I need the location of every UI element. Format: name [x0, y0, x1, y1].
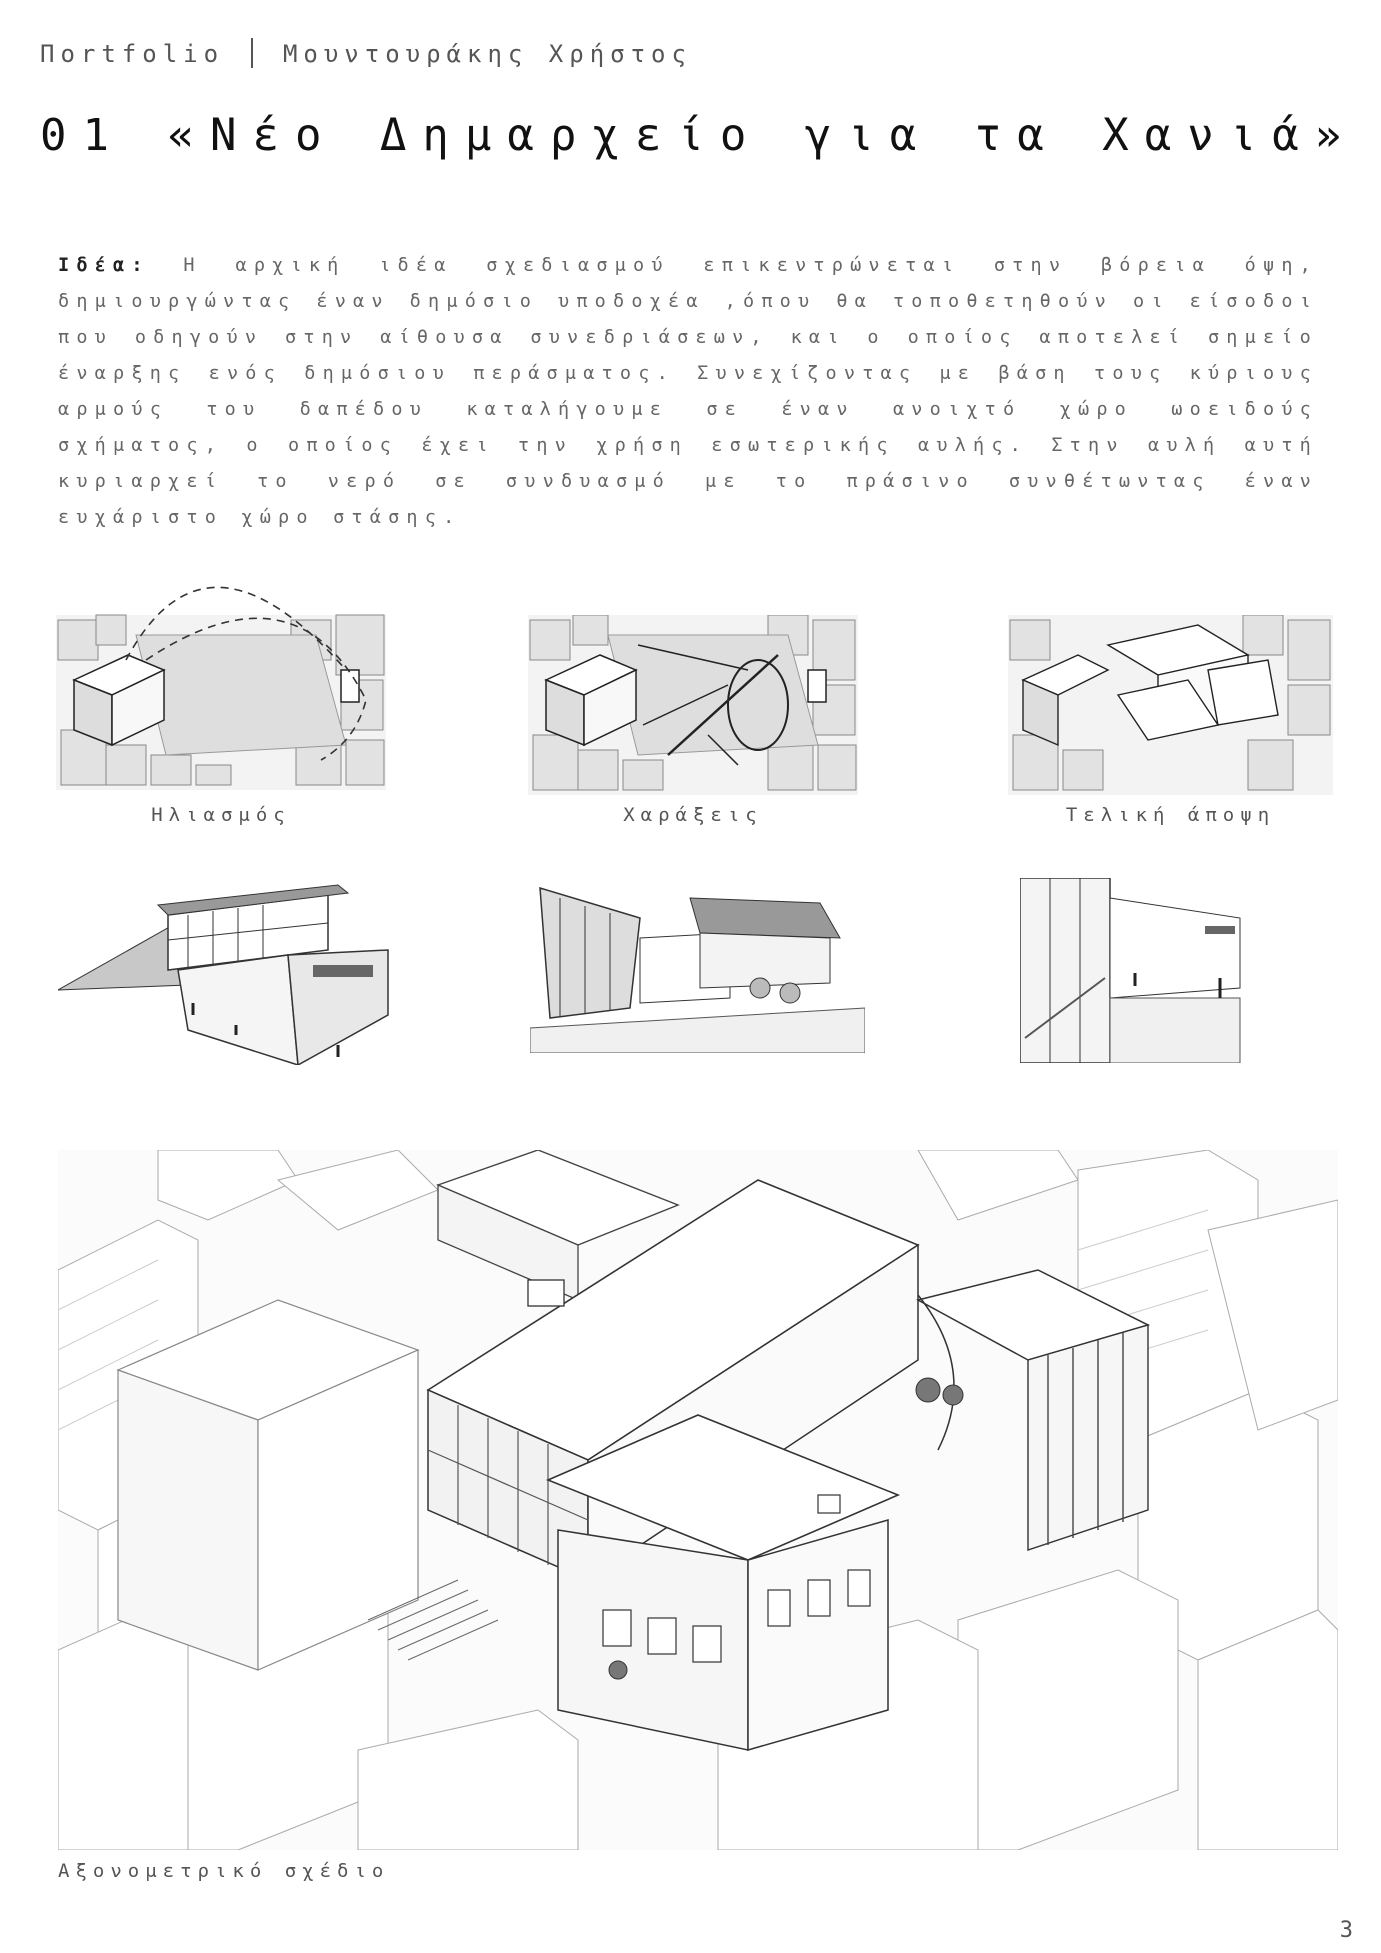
idea-label: Ιδέα: — [58, 255, 150, 276]
page-number: 3 — [1339, 1918, 1353, 1943]
idea-paragraph — [58, 248, 1318, 536]
diagram-axes-caption: Χαράξεις — [623, 804, 763, 826]
idea-text: Η αρχική ιδέα σχεδιασμού επικεντρώνεται στην βόρεια όψη, δημιουργώντας έναν δημόσιο υποδοχέα ,όπου θα τοποθετηθούν οι είσοδοι που οδηγούν στην αίθουσα συνεδριάσεων, και ο οποίος αποτελεί σημείο έναρξης ενός δημόσιου περάσματος. Συνεχίζοντας με βάση τους κύριους αρμούς του δαπέδου καταλήγουμε σε έναν ανοιχτό χώρο ωοειδούς σχήματος, ο οποίος έχει την χρήση εσωτερικής αυλής. Στην αυλή αυτή κυριαρχεί το νερό σε συνδυασμό με το πράσινο συνθέτωντας έναν ευχάριστο χώρο στάσης. — [58, 255, 1318, 528]
page-title: 01 «Νέο Δημαρχείο για τα Χανιά» — [40, 110, 1358, 161]
diagram-sunlight-caption: Ηλιασμός — [151, 804, 291, 826]
diagram-axes — [528, 615, 858, 795]
page-header — [40, 38, 692, 68]
header-author: Μουντουράκης Χρήστος — [282, 40, 692, 68]
diagram-sunlight — [56, 540, 386, 790]
axonometric-caption: Αξονομετρικό σχέδιο — [58, 1860, 390, 1882]
header-portfolio: Πortfolio — [40, 40, 225, 68]
diagram-final-caption: Τελική άποψη — [1065, 804, 1276, 826]
sketch-courtyard — [530, 878, 865, 1053]
diagram-final — [1008, 615, 1333, 795]
sketch-exterior-1 — [58, 875, 398, 1065]
sketch-interior — [1020, 878, 1260, 1063]
axonometric-drawing — [58, 1150, 1338, 1850]
header-separator — [251, 38, 253, 68]
